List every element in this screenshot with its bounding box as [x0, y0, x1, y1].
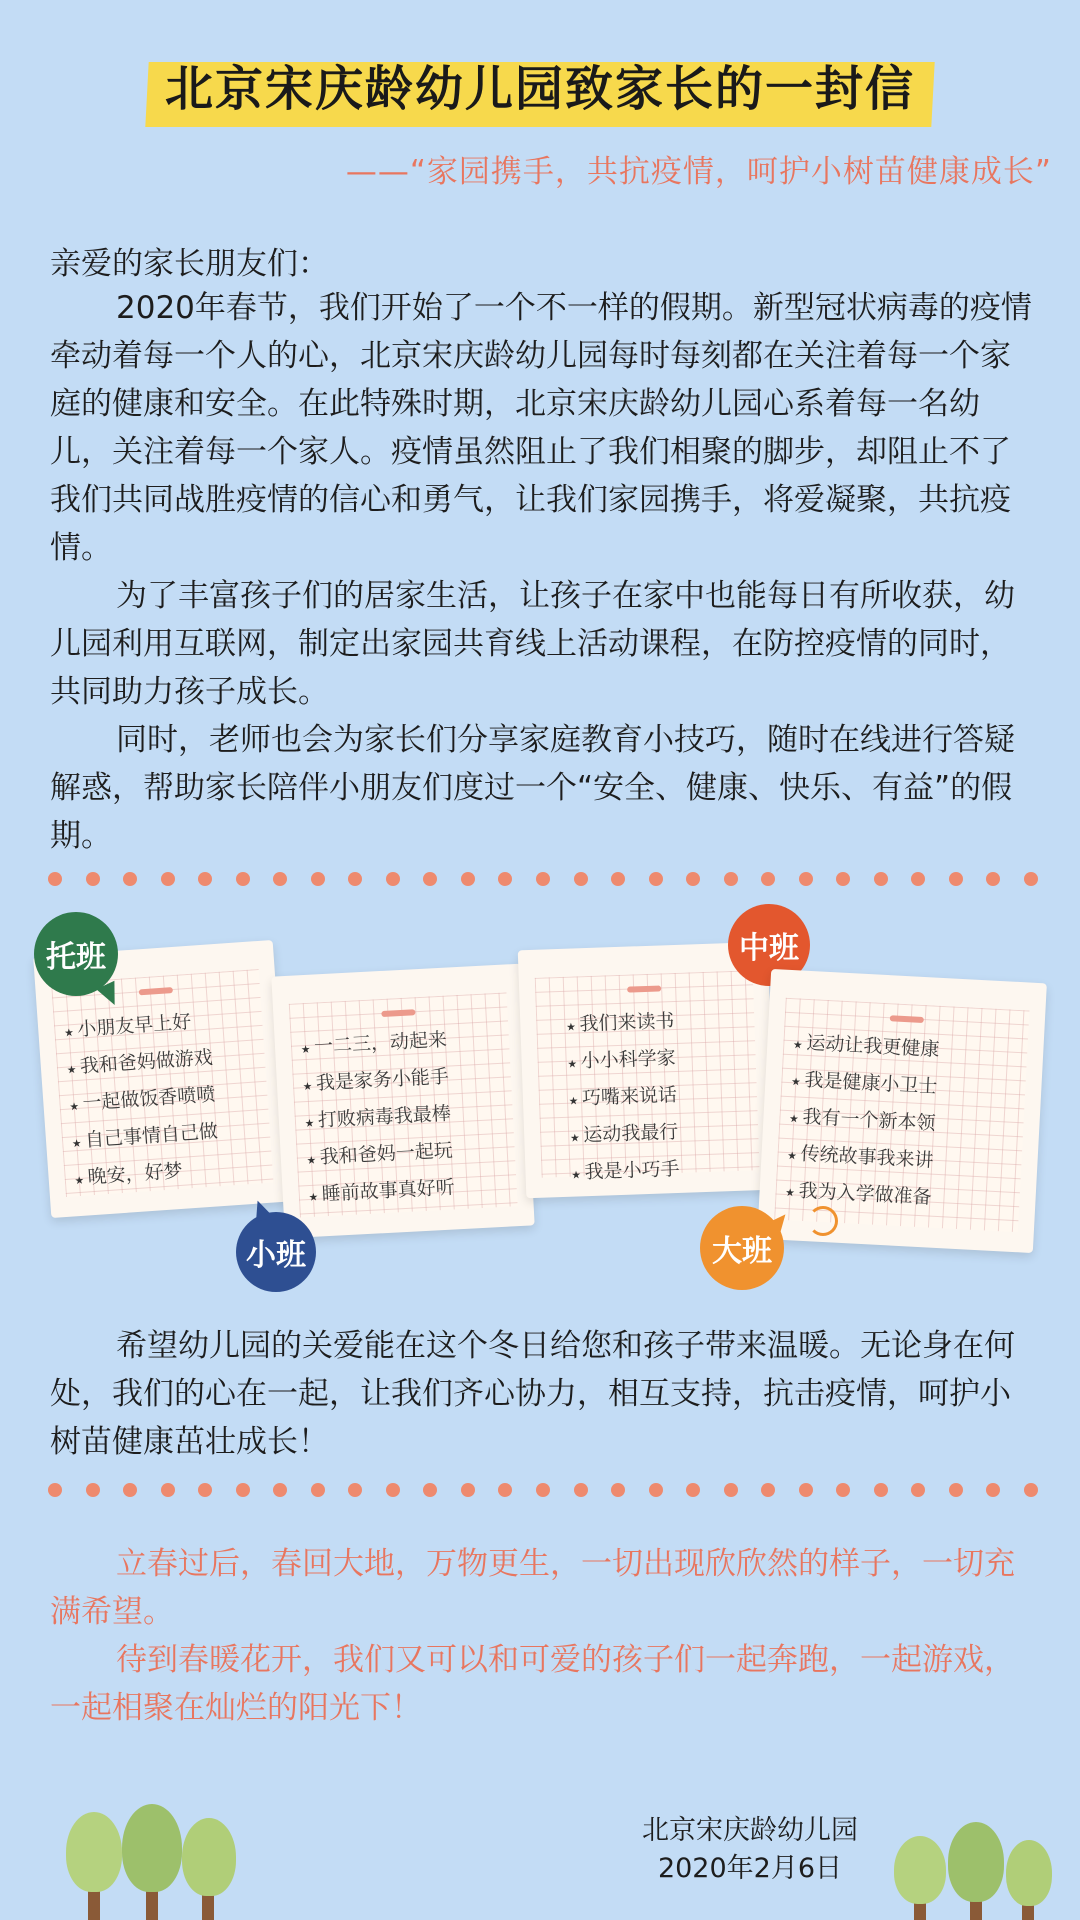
divider-dot: [386, 1483, 400, 1497]
divider-dot: [461, 872, 475, 886]
class-card-daban: [757, 969, 1047, 1253]
star-icon: ★: [63, 1022, 75, 1041]
divider-dot: [198, 1483, 212, 1497]
card-line: ★ 运动让我更健康: [792, 1031, 940, 1061]
signature-date: 2020年2月6日: [657, 1853, 843, 1884]
swirl-icon: [808, 1206, 838, 1236]
divider-dot: [686, 872, 700, 886]
card-line: ★ 睡前故事真好听: [308, 1176, 456, 1206]
divider-dot: [761, 1483, 775, 1497]
card-line: ★ 我有一个新本领: [789, 1105, 937, 1135]
badge-zhongban: 中班: [728, 904, 810, 986]
star-icon: ★: [566, 1016, 576, 1035]
divider-dot: [836, 872, 850, 886]
closing-paragraph: 希望幼儿园的关爱能在这个冬日给您和孩子带来温暖。无论身在何处，我们的心在一起，让我们齐心协力，相互支持，抗击疫情，呵护小树苗健康茁壮成长！: [50, 1328, 1015, 1460]
letter-body: [50, 284, 1035, 860]
wish-paragraph: 立春过后，春回大地，万物更生，一切出现欣欣然的样子，一切充满希望。: [50, 1546, 1015, 1630]
wishes-block: [50, 1540, 1035, 1732]
divider-dot: [799, 1483, 813, 1497]
letter-paragraph: 2020年春节，我们开始了一个不一样的假期。新型冠状病毒的疫情牵动着每一个人的心，北京宋庆龄幼儿园每时每刻都在关注着每一个家庭的健康和安全。在此特殊时期，北京宋庆龄幼儿园心系着每一名幼儿，关注着每一个家人。疫情虽然阻止了我们相聚的脚步，却阻止不了我们共同战胜疫情的信心和勇气，让我们家园携手，将爱凝聚，共抗疫情。: [50, 290, 1032, 566]
tree-icon: [894, 1836, 946, 1904]
divider-dot: [348, 1483, 362, 1497]
letter-paragraph: 同时，老师也会为家长们分享家庭教育小技巧，随时在线进行答疑解惑，帮助家长陪伴小朋友们度过一个“安全、健康、快乐、有益”的假期。: [50, 722, 1015, 854]
card-line: ★ 一二三，动起来: [300, 1028, 448, 1058]
divider-dot: [86, 872, 100, 886]
signature: [600, 1812, 900, 1888]
divider-dot: [836, 1483, 850, 1497]
star-icon: ★: [789, 1108, 800, 1127]
divider-dot: [986, 1483, 1000, 1497]
divider-dot: [911, 1483, 925, 1497]
divider-dot: [649, 1483, 663, 1497]
star-icon: ★: [569, 1127, 580, 1146]
star-icon: ★: [571, 1164, 581, 1183]
divider-dot: [761, 872, 775, 886]
card-line: ★ 我们来读书: [566, 1010, 675, 1036]
star-icon: ★: [308, 1186, 319, 1206]
tree-icon: [66, 1812, 122, 1892]
divider-dot: [123, 1483, 137, 1497]
divider-dot: [1024, 872, 1038, 886]
divider-dot: [536, 1483, 550, 1497]
divider-dot: [123, 872, 137, 886]
star-icon: ★: [306, 1149, 317, 1169]
star-icon: ★: [71, 1132, 82, 1152]
divider-dot: [611, 1483, 625, 1497]
divider-dot: [236, 872, 250, 886]
divider-dot: [273, 1483, 287, 1497]
divider-dot: [574, 1483, 588, 1497]
star-icon: ★: [68, 1095, 80, 1115]
divider-dot: [799, 872, 813, 886]
divider-dot: [423, 1483, 437, 1497]
letter-greeting: 亲爱的家长朋友们：: [50, 246, 329, 282]
card-line: ★ 自己事情自己做: [71, 1120, 219, 1152]
card-line: ★ 我是健康小卫士: [790, 1068, 938, 1098]
divider-dot: [536, 872, 550, 886]
star-icon: ★: [567, 1053, 578, 1072]
divider-dot: [161, 1483, 175, 1497]
star-icon: ★: [568, 1090, 579, 1109]
divider-dot: [198, 872, 212, 886]
star-icon: ★: [74, 1169, 85, 1189]
divider-dot: [236, 1483, 250, 1497]
divider-dot: [461, 1483, 475, 1497]
divider-dot: [498, 1483, 512, 1497]
star-icon: ★: [304, 1112, 315, 1132]
title-area: [0, 44, 1080, 129]
tree-icon: [122, 1804, 182, 1892]
card-line: ★ 小小科学家: [567, 1046, 677, 1073]
star-icon: ★: [300, 1038, 311, 1058]
divider-dot: [874, 1483, 888, 1497]
divider-dot: [874, 872, 888, 886]
dotted-divider: [48, 1483, 1038, 1499]
divider-dot: [273, 872, 287, 886]
star-icon: ★: [792, 1034, 803, 1053]
star-icon: ★: [790, 1071, 801, 1090]
tree-icon: [182, 1818, 236, 1896]
page-subtitle: ——“家园携手，共抗疫情，呵护小树苗健康成长”: [345, 154, 1052, 190]
star-icon: ★: [66, 1058, 77, 1078]
divider-dot: [161, 872, 175, 886]
badge-daban: 大班: [700, 1206, 784, 1290]
star-icon: ★: [785, 1182, 796, 1201]
letter-paragraph: 为了丰富孩子们的居家生活，让孩子在家中也能每日有所收获，幼儿园利用互联网，制定出家园共育线上活动课程，在防控疫情的同时，共同助力孩子成长。: [50, 578, 1015, 710]
divider-dot: [311, 1483, 325, 1497]
card-line: ★ 我和爸妈一起玩: [306, 1139, 454, 1169]
card-line: ★ 我是小巧手: [571, 1157, 680, 1184]
tree-icon: [948, 1822, 1004, 1902]
card-line: ★ 打败病毒我最棒: [304, 1102, 452, 1132]
signature-org: 北京宋庆龄幼儿园: [642, 1815, 858, 1846]
card-line: ★ 传统故事我来讲: [787, 1142, 935, 1172]
divider-dot: [949, 872, 963, 886]
divider-dot: [611, 872, 625, 886]
star-icon: ★: [302, 1075, 313, 1095]
dotted-divider: [48, 872, 1038, 888]
divider-dot: [911, 872, 925, 886]
class-card-xiaoban: [271, 964, 534, 1239]
divider-dot: [48, 872, 62, 886]
page-title: 北京宋庆龄幼儿园致家长的一封信: [147, 44, 933, 129]
divider-dot: [574, 872, 588, 886]
card-line: ★ 我是家务小能手: [302, 1065, 450, 1095]
divider-dot: [348, 872, 362, 886]
card-line: ★ 我和爸妈做游戏: [66, 1046, 214, 1078]
divider-dot: [649, 872, 663, 886]
wish-paragraph: 待到春暖花开，我们又可以和可爱的孩子们一起奔跑，一起游戏，一起相聚在灿烂的阳光下！: [50, 1642, 1015, 1726]
divider-dot: [724, 1483, 738, 1497]
class-card-zhongban: [518, 942, 777, 1199]
badge-xiaoban: 小班: [236, 1212, 316, 1292]
divider-dot: [949, 1483, 963, 1497]
divider-dot: [724, 872, 738, 886]
divider-dot: [498, 872, 512, 886]
card-tab: [627, 985, 661, 992]
divider-dot: [986, 872, 1000, 886]
divider-dot: [386, 872, 400, 886]
divider-dot: [423, 872, 437, 886]
star-icon: ★: [787, 1145, 798, 1164]
card-line: ★ 小朋友早上好: [63, 1010, 192, 1041]
card-line: ★ 一起做饭香喷喷: [68, 1083, 217, 1115]
divider-dot: [686, 1483, 700, 1497]
card-line: ★ 我为入学做准备: [785, 1179, 933, 1209]
tree-icon: [1006, 1840, 1052, 1906]
divider-dot: [48, 1483, 62, 1497]
divider-dot: [311, 872, 325, 886]
divider-dot: [86, 1483, 100, 1497]
card-line: ★ 巧嘴来说话: [568, 1083, 678, 1110]
divider-dot: [1024, 1483, 1038, 1497]
card-line: ★ 晚安，好梦: [74, 1159, 184, 1189]
badge-tuoban: 托班: [34, 912, 118, 996]
card-line: ★ 运动我最行: [569, 1120, 679, 1147]
